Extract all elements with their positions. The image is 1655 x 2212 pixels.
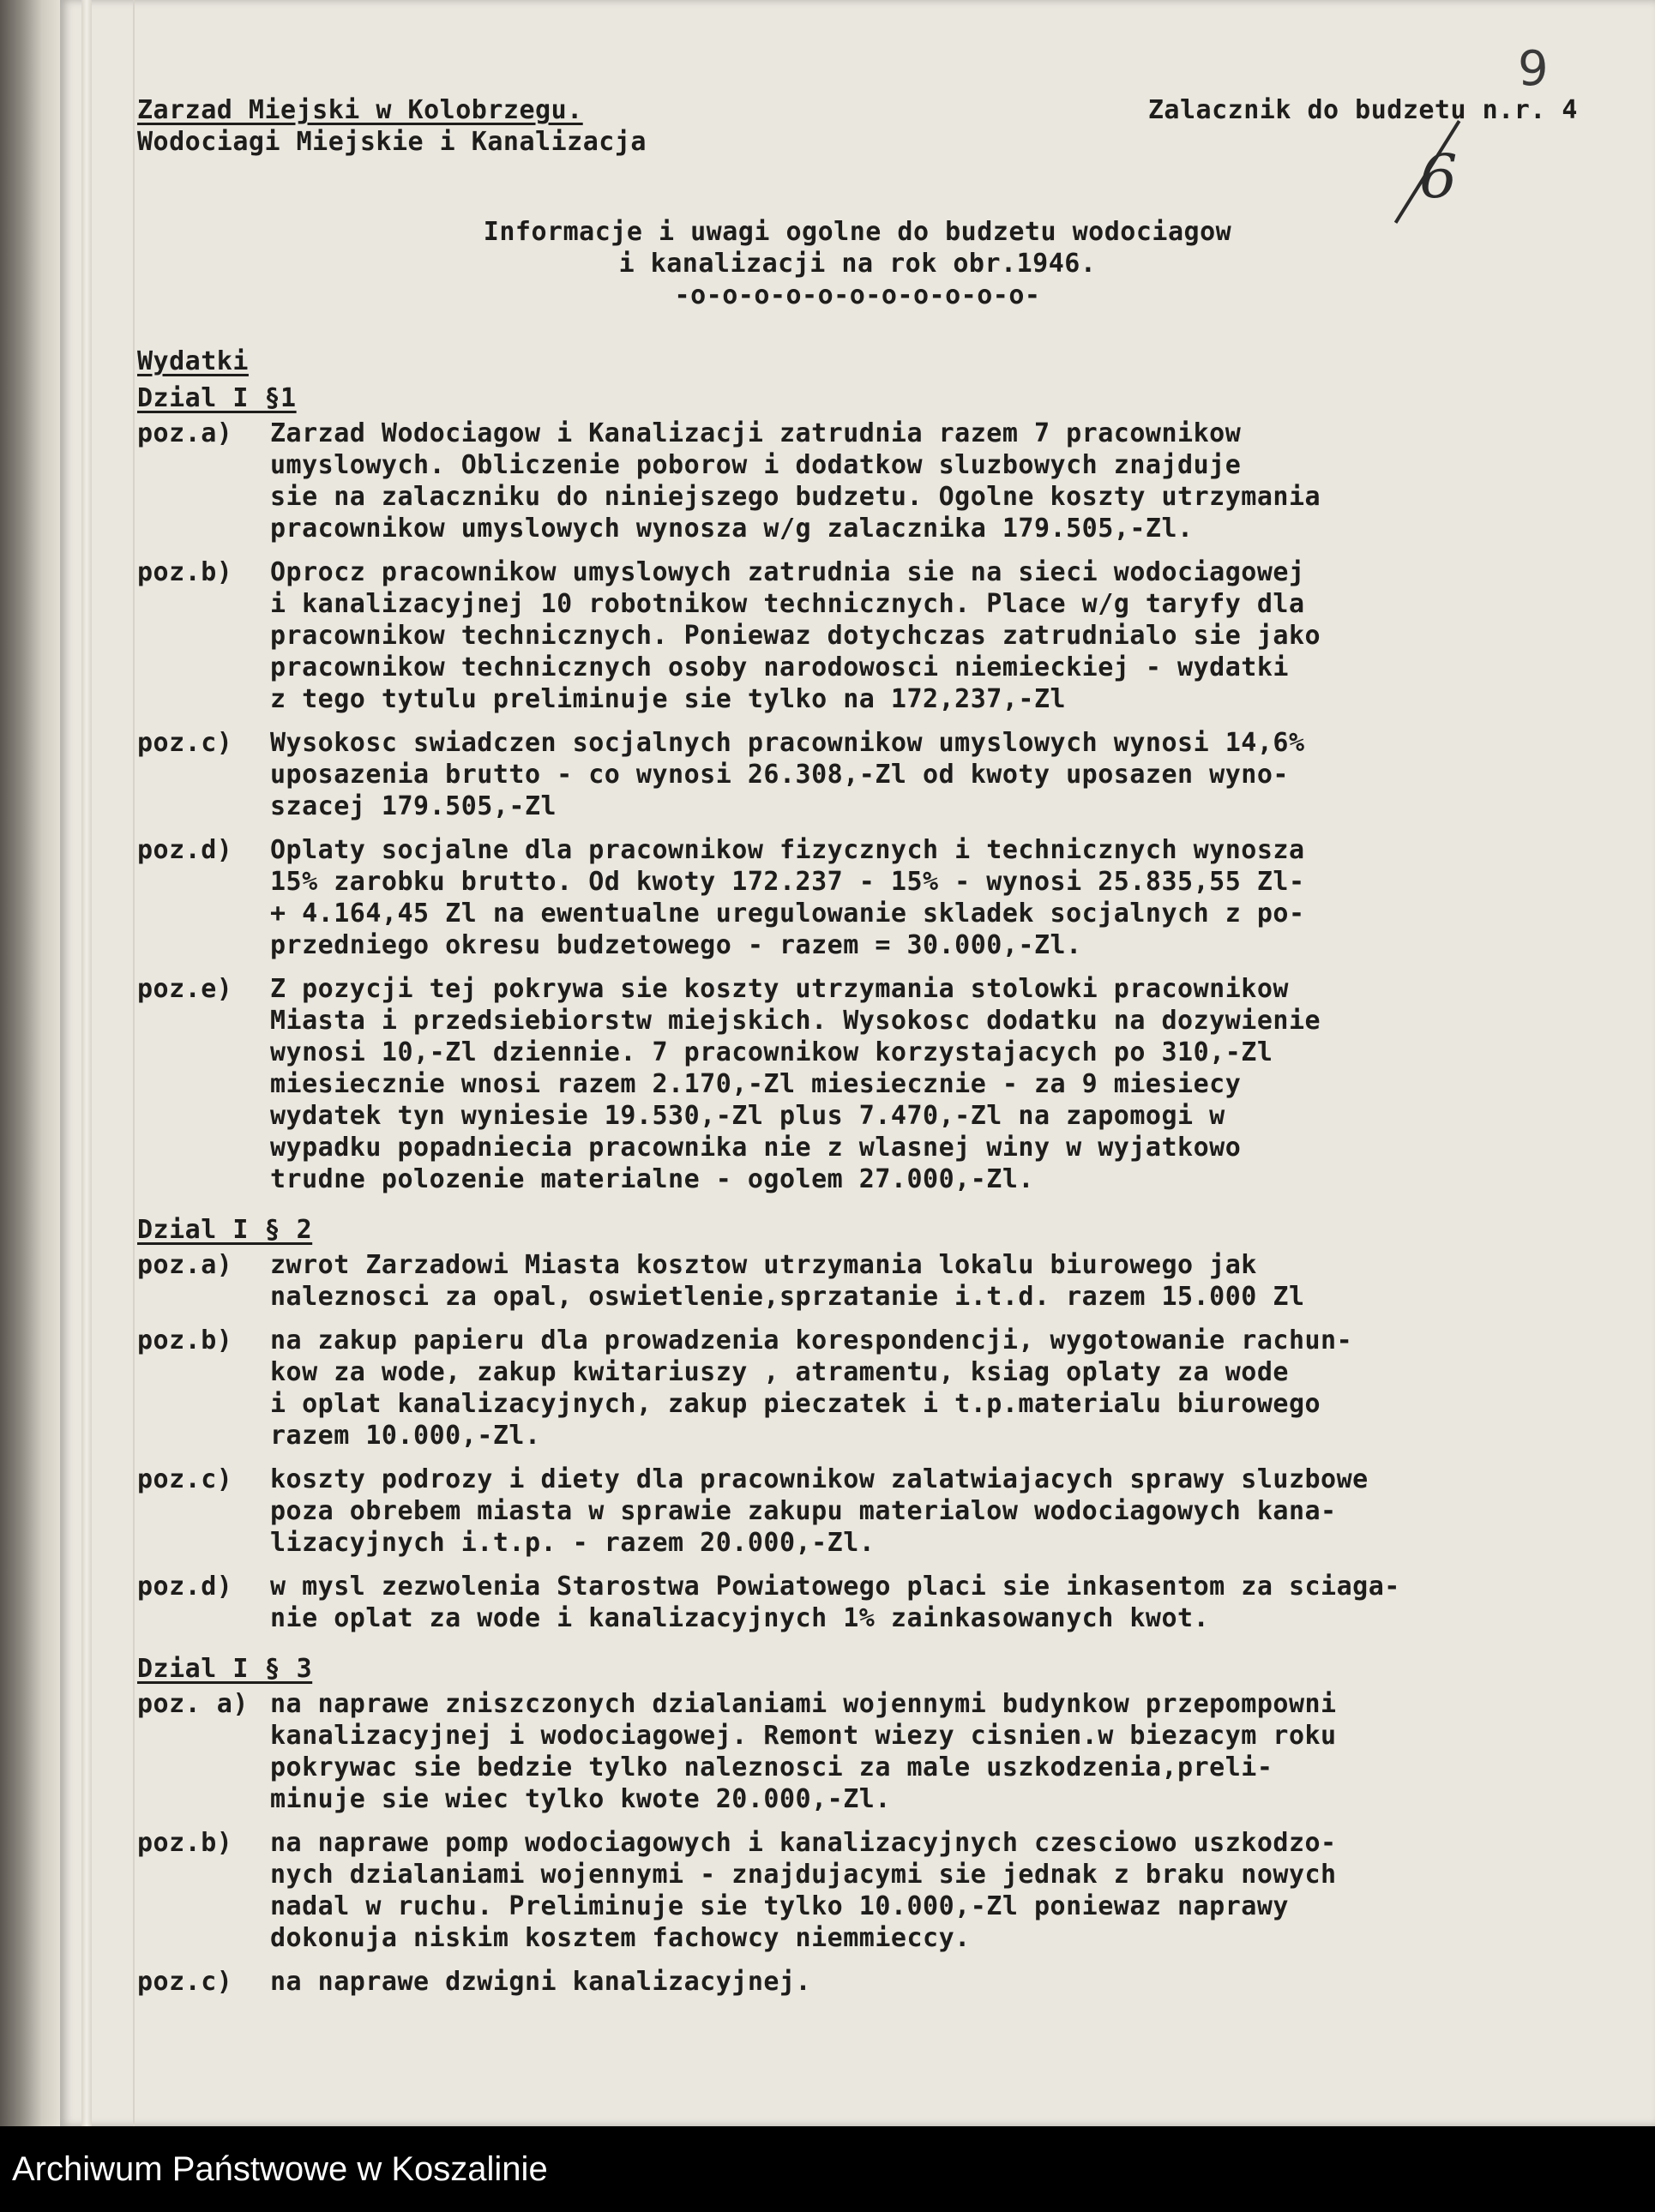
section-heading: Dzial I § 3 bbox=[137, 1654, 313, 1684]
item-text-line: Z pozycji tej pokrywa sie koszty utrzymania stolowki pracownikow bbox=[270, 974, 1289, 1004]
handwritten-mark: 6 bbox=[1419, 141, 1458, 212]
item-label: poz.b) bbox=[137, 1325, 233, 1355]
item-label: poz.a) bbox=[137, 1250, 233, 1280]
item-text-line: + 4.164,45 Zl na ewentualne uregulowanie skladek socjalnych z po- bbox=[270, 899, 1305, 929]
budget-item bbox=[137, 1249, 1544, 1313]
page-fold bbox=[81, 0, 92, 2126]
item-label: poz.c) bbox=[137, 728, 233, 758]
title-separator: -o-o-o-o-o-o-o-o-o-o-o- bbox=[674, 280, 1041, 310]
item-text-line: pokrywac sie bedzie tylko naleznosci za male uszkodzenia,preli- bbox=[270, 1752, 1273, 1782]
title-line-2: i kanalizacji na rok obr.1946. bbox=[618, 249, 1097, 279]
item-text-line: sie na zalaczniku do niniejszego budzetu. Ogolne koszty utrzymania bbox=[270, 482, 1321, 512]
annex-reference: Zalacznik do budzetu n.r. 4 bbox=[1147, 95, 1578, 125]
item-text-line: Wysokosc swiadczen socjalnych pracownikow umyslowych wynosi 14,6% bbox=[270, 728, 1305, 758]
item-text-line: wynosi 10,-Zl dziennie. 7 pracownikow korzystajacych po 310,-Zl bbox=[270, 1037, 1273, 1067]
item-text-line: Miasta i przedsiebiorstw miejskich. Wysokosc dodatku na dozywienie bbox=[270, 1006, 1321, 1036]
item-text-line: w mysl zezwolenia Starostwa Powiatowego placi sie inkasentom za sciaga- bbox=[270, 1572, 1400, 1602]
item-text-line: zwrot Zarzadowi Miasta kosztow utrzymania lokalu biurowego jak bbox=[270, 1250, 1257, 1280]
item-text-line: poza obrebem miasta w sprawie zakupu materialow wodociagowych kana- bbox=[270, 1496, 1337, 1526]
item-label: poz.e) bbox=[137, 974, 233, 1004]
margin-line bbox=[133, 0, 135, 2126]
item-text-line: dokonuja niskim kosztem fachowcy niemmieccy. bbox=[270, 1923, 971, 1953]
budget-item bbox=[137, 1325, 1544, 1452]
item-text-line: pracownikow technicznych osoby narodowosci niemieckiej - wydatki bbox=[270, 652, 1289, 682]
item-text-line: nych dzialaniami wojennymi - znajdujacymi sie jednak z braku nowych bbox=[270, 1860, 1337, 1890]
item-text-line: miesiecznie wnosi razem 2.170,-Zl miesiecznie - za 9 miesiecy bbox=[270, 1069, 1242, 1099]
budget-item bbox=[137, 1571, 1544, 1634]
budget-item bbox=[137, 834, 1544, 961]
item-text-line: i kanalizacyjnej 10 robotnikow technicznych. Place w/g taryfy dla bbox=[270, 589, 1305, 619]
item-label: poz.b) bbox=[137, 557, 233, 587]
item-text-line: lizacyjnych i.t.p. - razem 20.000,-Zl. bbox=[270, 1528, 876, 1558]
item-text bbox=[270, 1464, 1544, 1559]
item-text-line: wypadku popadniecia pracownika nie z wlasnej winy w wyjatkowo bbox=[270, 1133, 1242, 1163]
item-text bbox=[270, 834, 1544, 961]
issuer-line-2: Wodociagi Miejskie i Kanalizacja bbox=[137, 127, 647, 157]
item-text bbox=[270, 973, 1544, 1195]
item-text-line: koszty podrozy i diety dla pracownikow zalatwiajacych sprawy sluzbowe bbox=[270, 1464, 1369, 1494]
item-text-line: naleznosci za opal, oswietlenie,sprzatanie i.t.d. razem 15.000 Zl bbox=[270, 1282, 1305, 1312]
item-label: poz.b) bbox=[137, 1828, 233, 1858]
item-text-line: pracownikow umyslowych wynosza w/g zalacznika 179.505,-Zl. bbox=[270, 514, 1194, 544]
item-text-line: trudne polozenie materialne - ogolem 27.000,-Zl. bbox=[270, 1164, 1034, 1194]
item-text-line: szacej 179.505,-Zl bbox=[270, 791, 557, 821]
item-label: poz.d) bbox=[137, 835, 233, 865]
budget-item bbox=[137, 973, 1544, 1195]
item-label: poz.a) bbox=[137, 418, 233, 448]
item-text-line: Oprocz pracownikow umyslowych zatrudnia sie na sieci wodociagowej bbox=[270, 557, 1305, 587]
title-line-1: Informacje i uwagi ogolne do budzetu wodociagow bbox=[483, 217, 1232, 247]
document-body bbox=[137, 77, 1578, 1998]
item-text-line: przedniego okresu budzetowego - razem = 30.000,-Zl. bbox=[270, 930, 1082, 960]
item-label: poz.c) bbox=[137, 1464, 233, 1494]
item-text-line: na naprawe dzwigni kanalizacyjnej. bbox=[270, 1967, 812, 1997]
budget-item bbox=[137, 1464, 1544, 1559]
item-text-line: razem 10.000,-Zl. bbox=[270, 1421, 541, 1451]
item-text bbox=[270, 1249, 1544, 1313]
budget-item bbox=[137, 727, 1544, 822]
item-text-line: i oplat kanalizacyjnych, zakup pieczatek i t.p.materialu biurowego bbox=[270, 1389, 1321, 1419]
item-text-line: nadal w ruchu. Preliminuje sie tylko 10.000,-Zl poniewaz naprawy bbox=[270, 1891, 1289, 1921]
item-text-line: minuje sie wiec tylko kwote 20.000,-Zl. bbox=[270, 1784, 891, 1814]
item-text-line: umyslowych. Obliczenie poborow i dodatkow sluzbowych znajduje bbox=[270, 450, 1242, 480]
item-text bbox=[270, 727, 1544, 822]
item-label: poz.c) bbox=[137, 1967, 233, 1997]
item-text bbox=[270, 1827, 1544, 1954]
item-text-line: nie oplat za wode i kanalizacyjnych 1% zainkasowanych kwot. bbox=[270, 1603, 1210, 1633]
section-heading: Dzial I § 2 bbox=[137, 1215, 313, 1245]
item-text-line: z tego tytulu preliminuje sie tylko na 172,237,-Zl bbox=[270, 684, 1067, 714]
expenses-section bbox=[137, 346, 1544, 1998]
budget-item bbox=[137, 556, 1544, 715]
item-text-line: kow za wode, zakup kwitariuszy , atramentu, ksiag oplaty za wode bbox=[270, 1357, 1289, 1387]
item-label: poz.d) bbox=[137, 1572, 233, 1602]
budget-item bbox=[137, 1827, 1544, 1954]
document-header bbox=[137, 77, 1578, 157]
item-text-line: kanalizacyjnej i wodociagowej. Remont wiezy cisnien.w biezacym roku bbox=[270, 1721, 1337, 1751]
book-binding bbox=[0, 0, 60, 2126]
budget-item bbox=[137, 1688, 1544, 1815]
expenses-heading: Wydatki bbox=[137, 346, 249, 376]
item-text bbox=[270, 1688, 1544, 1815]
item-text-line: na zakup papieru dla prowadzenia korespondencji, wygotowanie rachun- bbox=[270, 1325, 1353, 1355]
issuer-block bbox=[137, 94, 647, 158]
archive-footer: Archiwum Państwowe w Koszalinie bbox=[0, 2126, 1655, 2212]
document-title bbox=[172, 216, 1544, 311]
budget-item bbox=[137, 1966, 1544, 1998]
page-number: 9 bbox=[1518, 41, 1549, 97]
section-heading: Dzial I §1 bbox=[137, 383, 297, 413]
issuer-line-1: Zarzad Miejski w Kolobrzegu. bbox=[137, 95, 583, 125]
budget-item bbox=[137, 418, 1544, 544]
item-text bbox=[270, 418, 1544, 544]
sections-container bbox=[137, 382, 1544, 1998]
item-text bbox=[270, 1571, 1544, 1634]
item-text-line: na naprawe pomp wodociagowych i kanalizacyjnych czesciowo uszkodzo- bbox=[270, 1828, 1337, 1858]
item-text-line: wydatek tyn wyniesie 19.530,-Zl plus 7.470,-Zl na zapomogi w bbox=[270, 1101, 1225, 1131]
item-text bbox=[270, 1966, 1544, 1998]
item-text-line: pracownikow technicznych. Poniewaz dotychczas zatrudnialo sie jako bbox=[270, 621, 1321, 651]
item-text-line: 15% zarobku brutto. Od kwoty 172.237 - 15% - wynosi 25.835,55 Zl- bbox=[270, 867, 1305, 897]
item-label: poz. a) bbox=[137, 1689, 249, 1719]
item-text bbox=[270, 1325, 1544, 1452]
item-text-line: uposazenia brutto - co wynosi 26.308,-Zl od kwoty uposazen wyno- bbox=[270, 760, 1289, 790]
item-text-line: Oplaty socjalne dla pracownikow fizycznych i technicznych wynosza bbox=[270, 835, 1305, 865]
item-text-line: na naprawe zniszczonych dzialaniami wojennymi budynkow przepompowni bbox=[270, 1689, 1337, 1719]
item-text-line: Zarzad Wodociagow i Kanalizacji zatrudnia razem 7 pracownikow bbox=[270, 418, 1242, 448]
item-text bbox=[270, 556, 1544, 715]
